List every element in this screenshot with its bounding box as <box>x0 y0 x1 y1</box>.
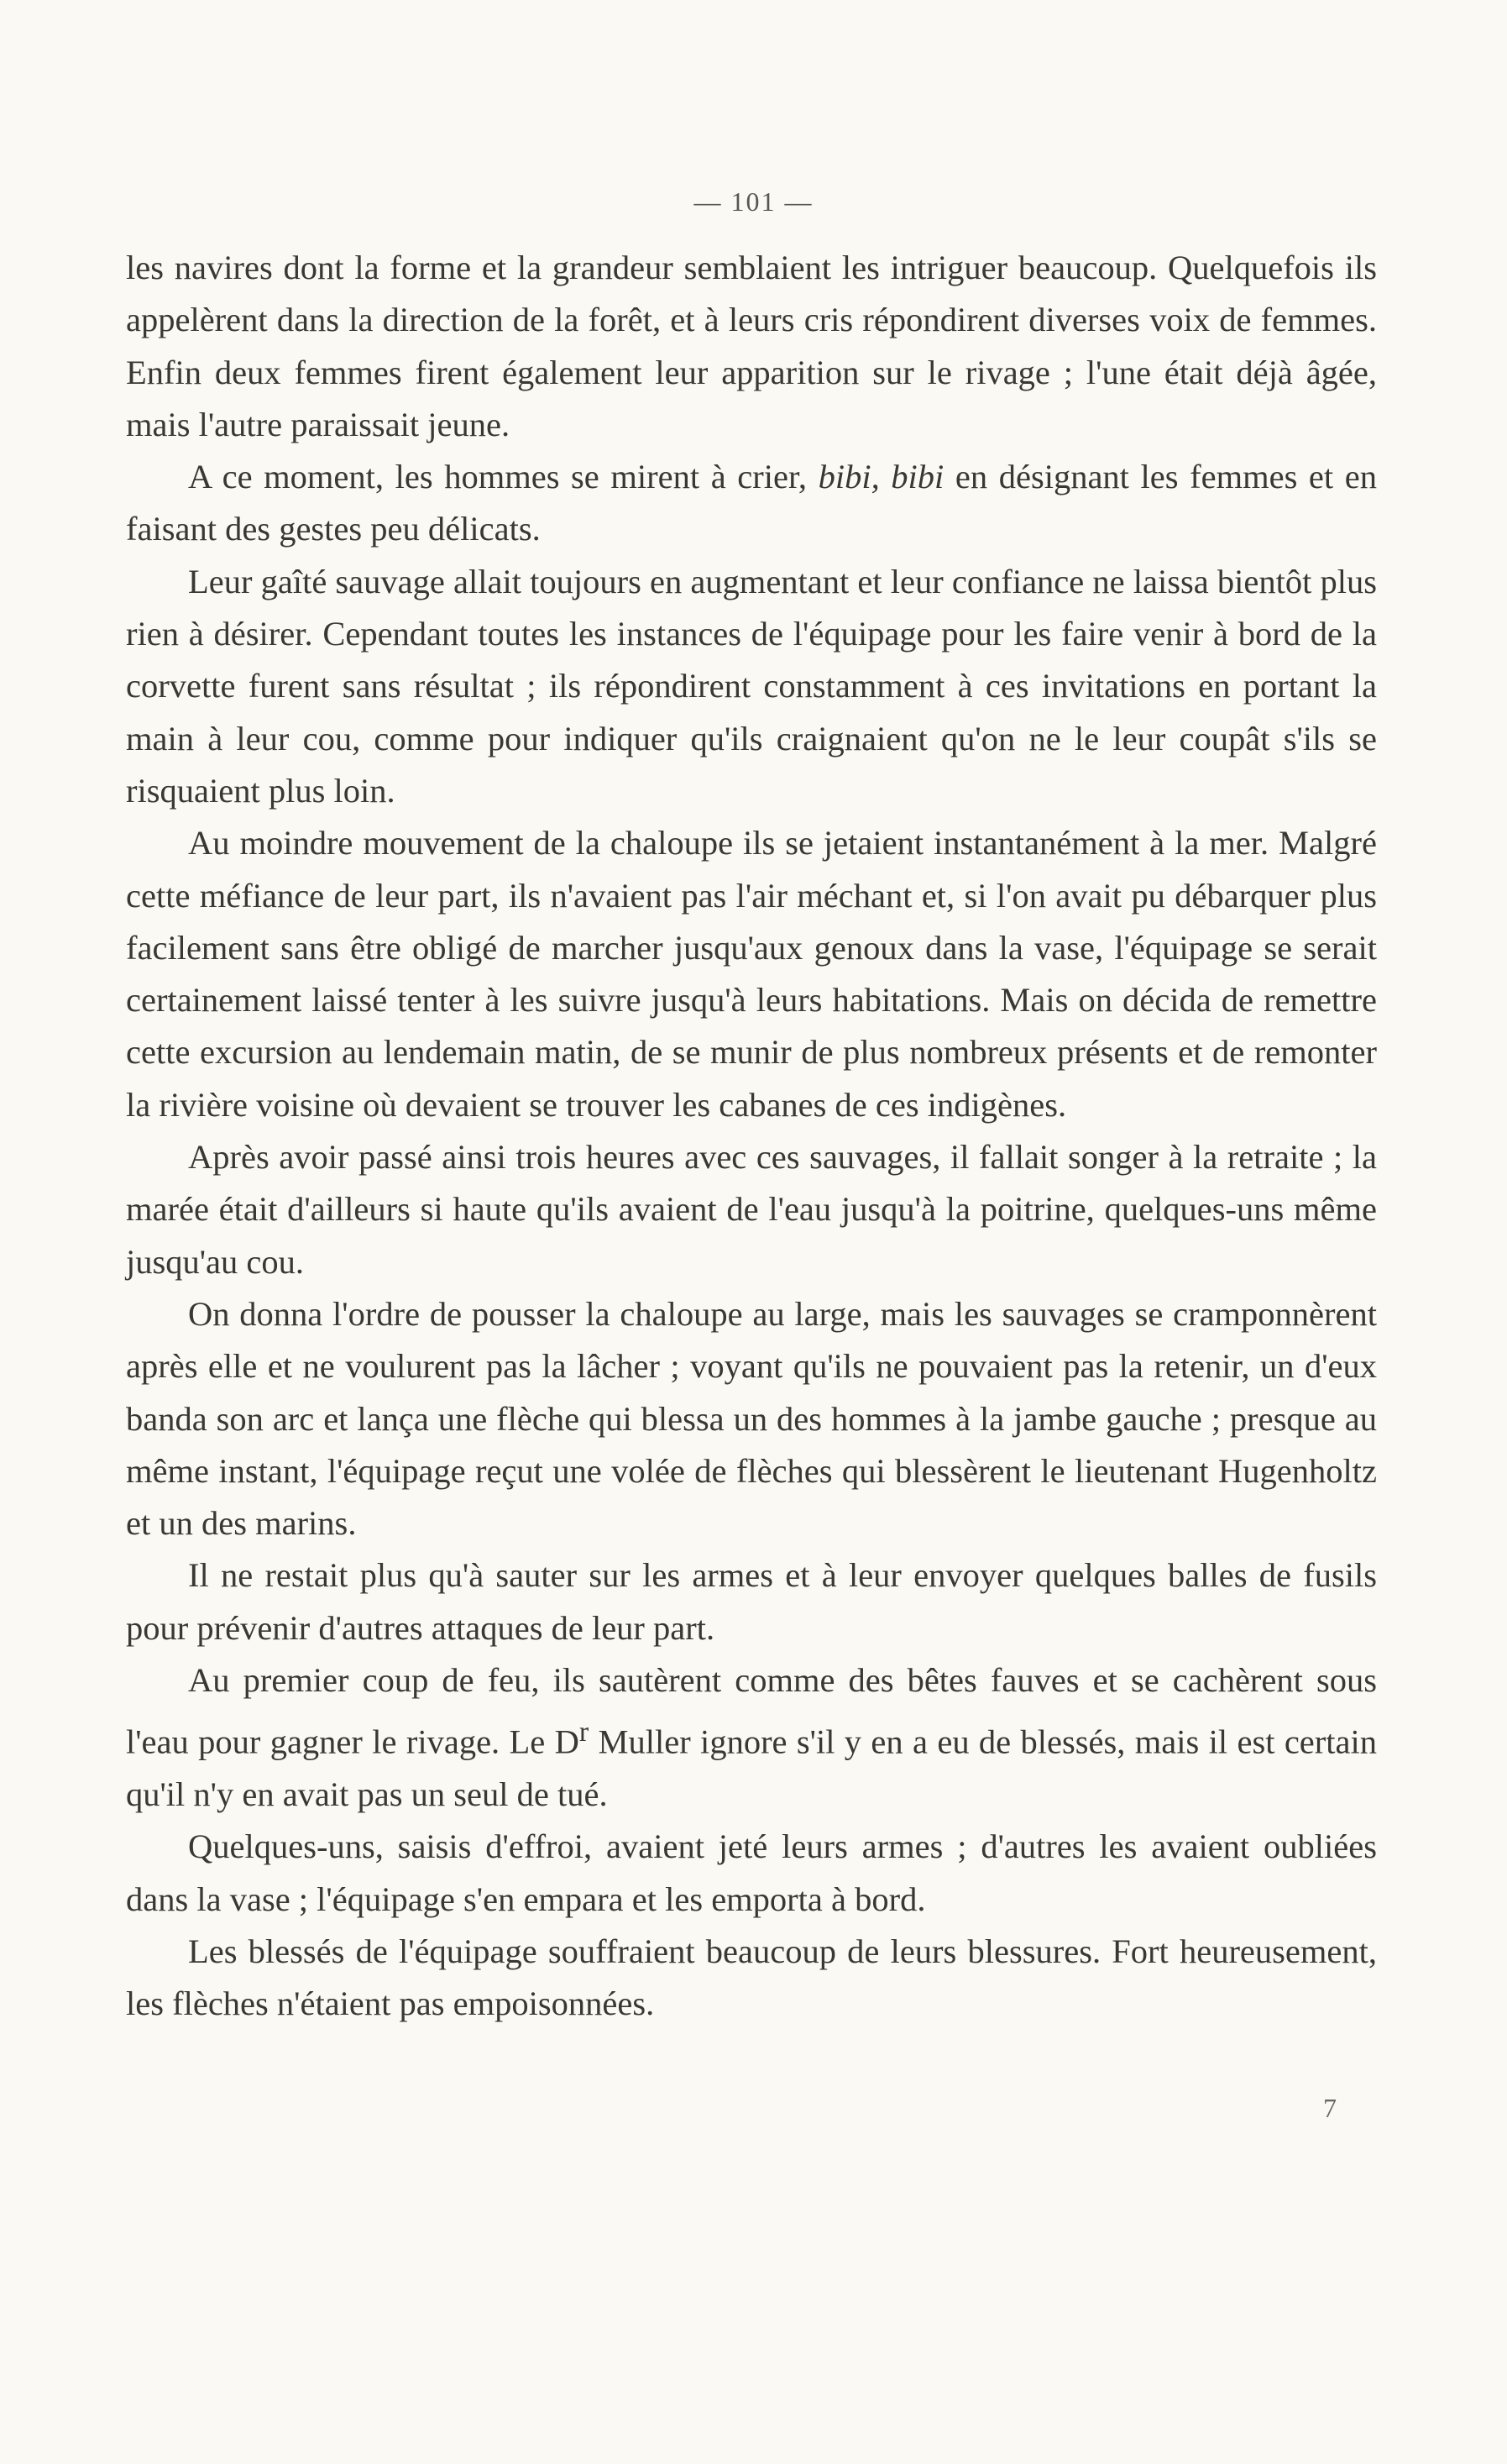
paragraph <box>126 1926 1377 2031</box>
paragraph <box>126 1549 1377 1654</box>
paragraph <box>126 451 1377 556</box>
superscript: r <box>578 1717 589 1748</box>
paragraph <box>126 817 1377 1131</box>
paragraph-text: Quelques-uns, saisis d'effroi, avaient jeté leurs armes ; d'autres les avaient oubliées dans la vase ; l'équipage s'en empara et les emporta à bord. <box>126 1827 1377 1918</box>
paragraph-text: en désignant les femmes et en faisant des gestes peu délicats. <box>126 458 1377 548</box>
paragraph-text: Les blessés de l'équipage souffraient beaucoup de leurs blessures. Fort heureusement, les flèches n'étaient pas empoisonnées. <box>126 1932 1377 2023</box>
paragraph-text: A ce moment, les hommes se mirent à crier, <box>188 458 819 496</box>
paragraph <box>126 556 1377 817</box>
paragraph-text: Au moindre mouvement de la chaloupe ils se jetaient instantanément à la mer. Malgré cette méfiance de leur part, ils n'avaient pas l'air méchant et, si l'on avait pu débarquer plus facilement sans être obligé de marcher jusqu'aux genoux dans la vase, l'équipage se serait certainement laissé tenter à les suivre jusqu'à leurs habitations. Mais on décida de remettre cette excursion au lendemain matin, de se munir de plus nombreux présents et de remonter la rivière voisine où devaient se trouver les cabanes de ces indigènes. <box>126 824 1377 1124</box>
paragraph-text: Leur gaîté sauvage allait toujours en augmentant et leur confiance ne laissa bientôt plus rien à désirer. Cependant toutes les instances de l'équipage pour les faire venir à bord de la corvette furent sans résultat ; ils répondirent constamment à ces invitations en portant la main à leur cou, comme pour indiquer qu'ils craignaient qu'on ne le leur coupât s'ils se risquaient plus loin. <box>126 562 1377 810</box>
paragraph-text: les navires dont la forme et la grandeur semblaient les intriguer beaucoup. Quelquefois ils appelèrent dans la direction de la forêt, et à leurs cris répondirent diverses voix de femmes. Enfin deux femmes firent également leur apparition sur le rivage ; l'une était déjà âgée, mais l'autre paraissait jeune. <box>126 249 1377 443</box>
signature-mark: 7 <box>1323 2093 1337 2123</box>
page-number: — 101 — <box>693 186 814 217</box>
paragraph <box>126 1288 1377 1549</box>
paragraph-text: Il ne restait plus qu'à sauter sur les armes et à leur envoyer quelques balles de fusils pour prévenir d'autres attaques de leur part. <box>126 1556 1377 1647</box>
italic-exclamation: bibi, bibi <box>818 458 944 496</box>
paragraph-text: On donna l'ordre de pousser la chaloupe au large, mais les sauvages se cramponnèrent après elle et ne voulurent pas la lâcher ; voyant qu'ils ne pouvaient pas la retenir, un d'eux banda son arc et lança une flèche qui blessa un des hommes à la jambe gauche ; presque au même instant, l'équipage reçut une volée de flèches qui blessèrent le lieutenant Hugenholtz et un des marins. <box>126 1294 1377 1543</box>
body-text <box>126 242 1377 2031</box>
paragraph <box>126 242 1377 451</box>
paragraph <box>126 1821 1377 1926</box>
paragraph-text: Muller ignore s'il y en a eu de blessés, mais il est certain qu'il n'y en avait pas un seul de tué. <box>126 1722 1377 1814</box>
paragraph-text: Après avoir passé ainsi trois heures avec ces sauvages, il fallait songer à la retraite ; la marée était d'ailleurs si haute qu'ils avaient de l'eau jusqu'à la poitrine, quelques-uns même jusqu'au cou. <box>126 1138 1377 1281</box>
paragraph <box>126 1131 1377 1288</box>
paragraph <box>126 1654 1377 1821</box>
paragraph-text: Au premier coup de feu, ils sautèrent comme des bêtes fauves et se cachèrent sous l'eau pour gagner le rivage. Le D <box>126 1661 1377 1761</box>
